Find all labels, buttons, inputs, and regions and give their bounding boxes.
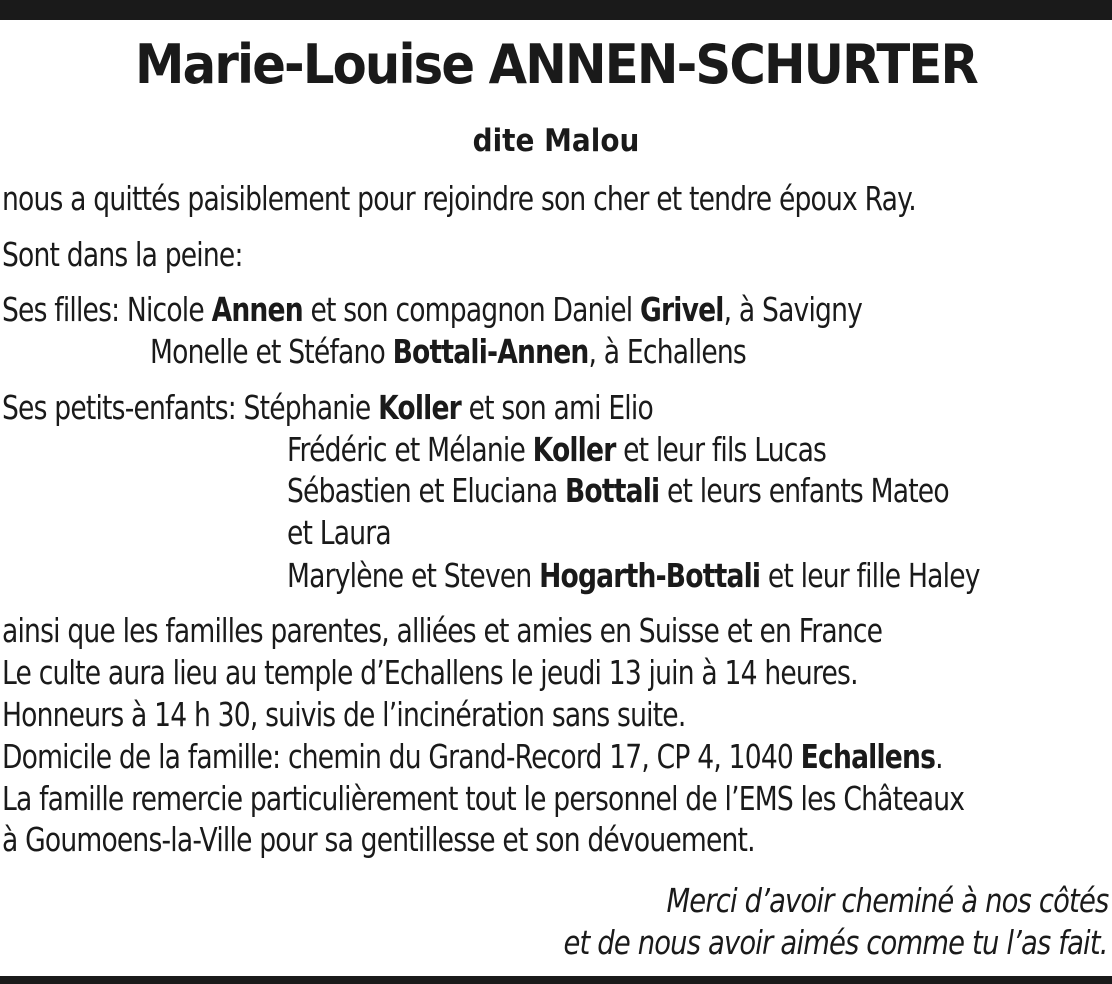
closing-line-2: et de nous avoir aimés comme tu l’as fait. [563, 923, 1108, 962]
top-border-rule [0, 0, 1112, 20]
grandchildren-label: Ses petits-enfants: [2, 388, 244, 427]
closing-line-1: Merci d’avoir cheminé à nos côtés [666, 881, 1108, 920]
grandchildren-line-2: Frédéric et Mélanie Koller et leur fils Lucas [287, 430, 827, 469]
grandchildren-line-4: et Laura [287, 513, 391, 552]
nickname: dite Malou [472, 123, 640, 159]
surname: Koller [378, 388, 461, 427]
grandchildren-line-5: Marylène et Steven Hogarth-Bottali et leur fille Haley [287, 556, 980, 595]
service-text: Le culte aura lieu au temple d’Echallens le jeudi 13 juin à 14 heures. [2, 653, 858, 692]
domicile-text: Domicile de la famille: chemin du Grand-Record 17, CP 4, 1040 Echallens. [2, 737, 943, 776]
surname: Koller [532, 430, 616, 469]
families-text: ainsi que les familles parentes, alliées et amies en Suisse et en France [2, 611, 883, 650]
daughters-line-2: Monelle et Stéfano Bottali-Annen, à Echallens [150, 332, 746, 371]
surname: Annen [211, 290, 303, 329]
deceased-name: Marie-Louise ANNEN-SCHURTER [135, 33, 977, 96]
grandchildren-line-3: Sébastien et Eluciana Bottali et leurs enfants Mateo [287, 471, 949, 510]
intro-text: nous a quittés paisiblement pour rejoindre son cher et tendre époux Ray. [2, 179, 916, 218]
daughters-label: Ses filles: [2, 290, 127, 329]
thanks-text-1: La famille remercie particulièrement tout le personnel de l’EMS les Châteaux [2, 779, 965, 818]
thanks-text-2: à Goumoens-la-Ville pour sa gentillesse et son dévouement. [2, 820, 755, 859]
daughters-line-1: Ses filles: Nicole Annen et son compagnon Daniel Grivel, à Savigny [2, 290, 863, 329]
mourners-heading: Sont dans la peine: [2, 235, 243, 274]
bottom-border-rule [0, 976, 1112, 984]
surname: Grivel [639, 290, 724, 329]
surname: Bottali [564, 471, 660, 510]
grandchildren-line-1: Ses petits-enfants: Stéphanie Koller et son ami Elio [2, 388, 653, 427]
surname: Bottali-Annen [392, 332, 589, 371]
surname: Hogarth-Bottali [539, 556, 761, 595]
honors-text: Honneurs à 14 h 30, suivis de l’incinération sans suite. [2, 695, 686, 734]
town: Echallens [800, 737, 936, 776]
